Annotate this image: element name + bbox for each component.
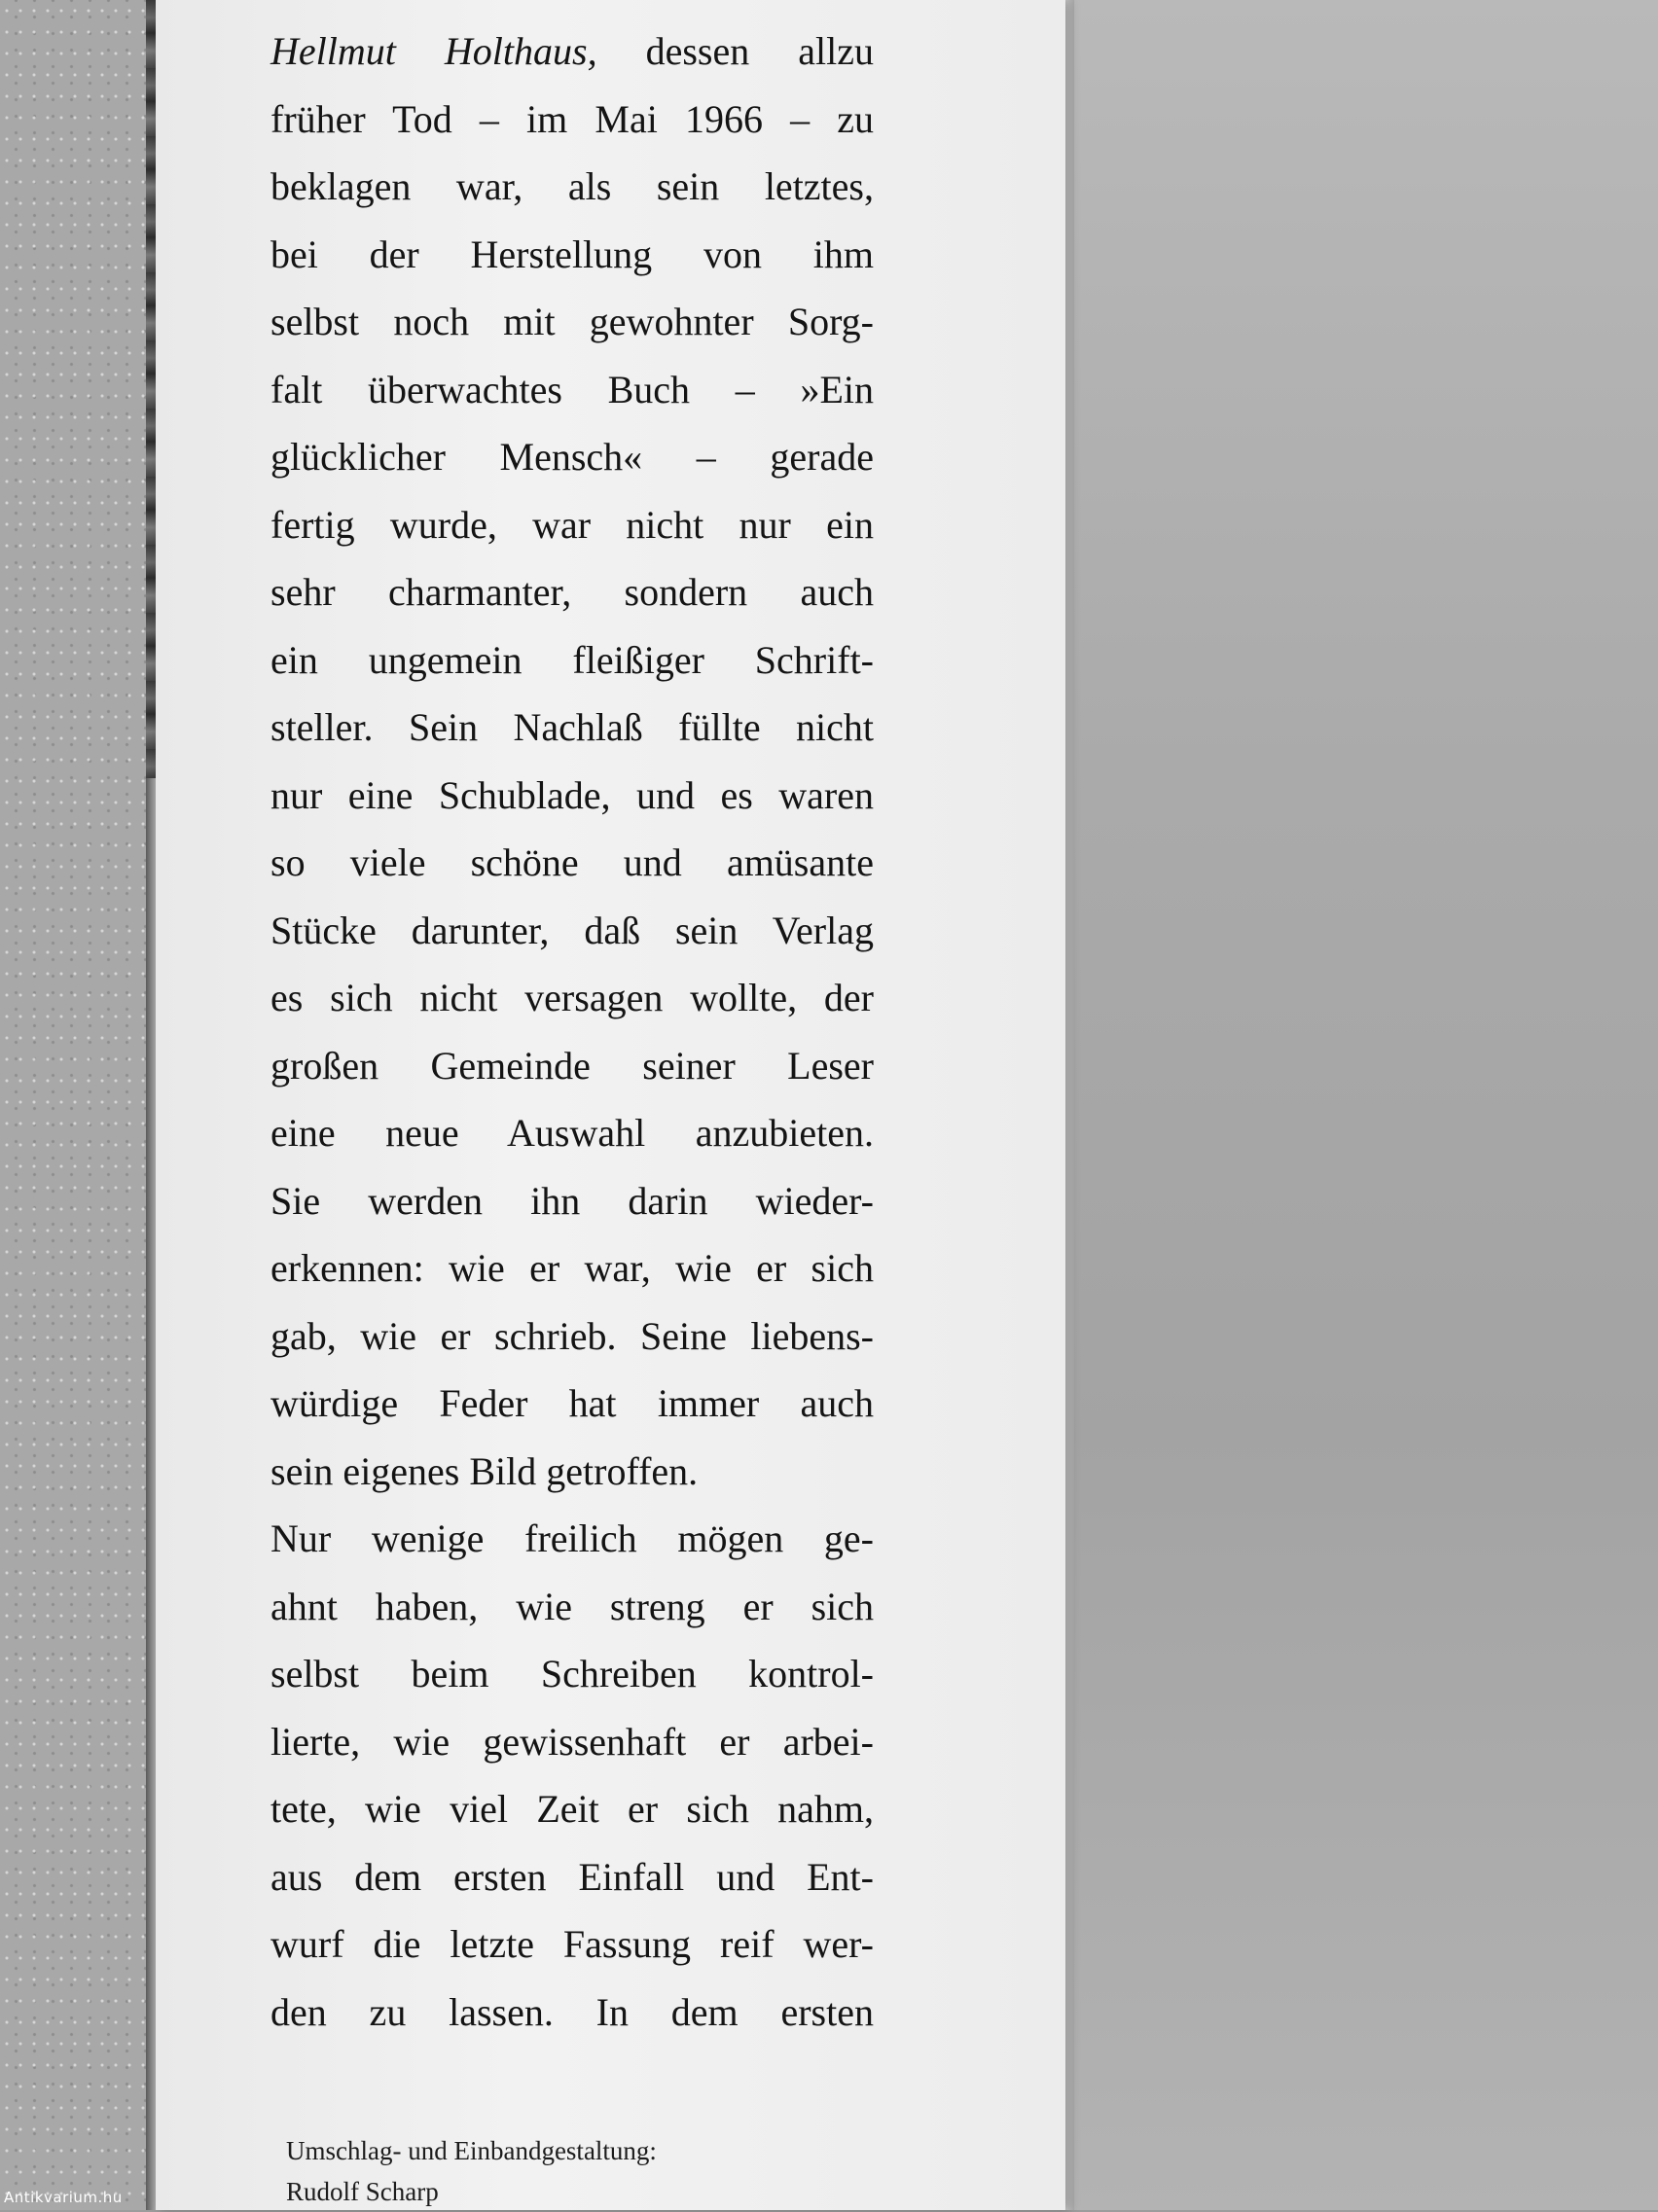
- blurb-line: sehr charmanter, sondern auch: [270, 570, 874, 614]
- blurb-line: großen Gemeinde seiner Leser: [270, 1043, 874, 1088]
- blurb-line: Stücke darunter, daß sein Verlag: [270, 908, 874, 952]
- blurb-line: aus dem ersten Einfall und Ent-: [270, 1854, 874, 1899]
- blurb-text: [270, 18, 874, 2046]
- book-cover-board: [1065, 0, 1658, 2210]
- blurb-line: es sich nicht versagen wollte, der: [270, 976, 874, 1019]
- blurb-line: erkennen: wie er war, wie er sich: [270, 1246, 874, 1290]
- credits-label: Umschlag- und Einbandgestaltung:: [286, 2136, 657, 2165]
- blurb-line: Hellmut Holthaus, dessen allzu: [270, 29, 875, 73]
- blurb-line: sein eigenes Bild getroffen.: [270, 1448, 699, 1493]
- blurb-line: selbst beim Schreiben kontrol-: [270, 1652, 874, 1695]
- blurb-line: gab, wie er schrieb. Seine liebens-: [270, 1313, 874, 1358]
- blurb-line: tete, wie viel Zeit er sich nahm,: [270, 1787, 874, 1831]
- credits-designer: Rudolf Scharp: [286, 2177, 439, 2206]
- blurb-line: früher Tod – im Mai 1966 – zu: [270, 96, 874, 141]
- blurb-line: so viele schöne und amüsante: [270, 840, 874, 884]
- blurb-line: wurf die letzte Fassung reif wer-: [270, 1922, 874, 1966]
- watermark: Antikvarium.hu: [4, 2189, 123, 2206]
- blurb-line: bei der Herstellung von ihm: [270, 232, 874, 276]
- background-surface: [0, 0, 156, 2210]
- blurb-line: den zu lassen. In dem ersten: [270, 1989, 874, 2034]
- blurb-line: ahnt haben, wie streng er sich: [270, 1584, 874, 1628]
- blurb-line: glücklicher Mensch« – gerade: [270, 435, 874, 479]
- blurb-line: nur eine Schublade, und es waren: [270, 772, 874, 817]
- blurb-line: lierte, wie gewissenhaft er arbei-: [270, 1719, 874, 1764]
- blurb-line: würdige Feder hat immer auch: [270, 1381, 874, 1425]
- blurb-line: beklagen war, als sein letztes,: [270, 164, 874, 208]
- author-name: Hellmut Holthaus,: [270, 29, 597, 73]
- blurb-line: falt überwachtes Buch – »Ein: [270, 367, 874, 411]
- blurb-line: ein ungemein fleißiger Schrift-: [270, 637, 874, 682]
- blurb-line: fertig wurde, war nicht nur ein: [270, 502, 874, 547]
- cover-design-credits: [286, 2130, 889, 2212]
- blurb-line: selbst noch mit gewohnter Sorg-: [270, 300, 874, 343]
- blurb-line: eine neue Auswahl anzubieten.: [270, 1111, 874, 1155]
- blurb-line: Nur wenige freilich mögen ge-: [270, 1516, 874, 1560]
- blurb-line: steller. Sein Nachlaß füllte nicht: [270, 705, 874, 749]
- blurb-line: Sie werden ihn darin wieder-: [270, 1178, 874, 1223]
